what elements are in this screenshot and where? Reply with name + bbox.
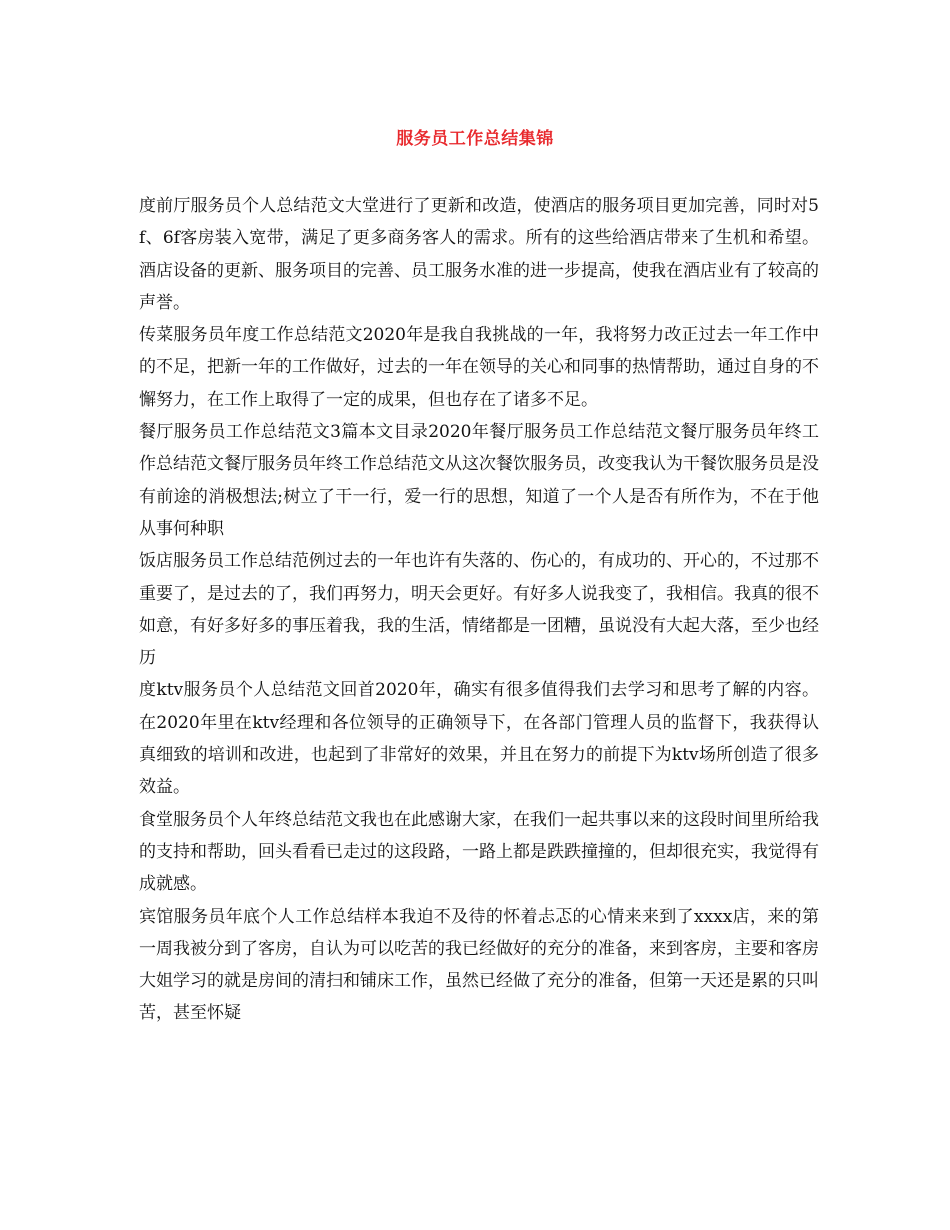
paragraph-hotel-dining: 饭店服务员工作总结范例过去的一年也许有失落的、伤心的，有成功的、开心的，不过那不重要了，是过去的了，我们再努力，明天会更好。有好多人说我变了，我相信。我真的很不如意，有好多好多的事压着我，我的生活，情绪都是一团糟，虽说没有大起大落，至少也经历: [139, 551, 819, 669]
paragraph-canteen: 食堂服务员个人年终总结范文我也在此感谢大家，在我们一起共事以来的这段时间里所给我的支持和帮助，回头看看已走过的这段路，一路上都是跌跌撞撞的，但却很充实，我觉得有成就感。: [139, 809, 819, 895]
paragraph-restaurant: 餐厅服务员工作总结范文3篇本文目录2020年餐厅服务员工作总结范文餐厅服务员年终工作总结范文餐厅服务员年终工作总结范文从这次餐饮服务员，改变我认为干餐饮服务员是没有前途的消极想法;树立了干一行，爱一行的思想，知道了一个人是否有所作为，不在于他从事何种职: [139, 422, 819, 539]
document-title: 服务员工作总结集锦: [396, 129, 554, 149]
document-body: [139, 190, 819, 1030]
paragraph-food-runner: 传菜服务员年度工作总结范文2020年是我自我挑战的一年，我将努力改正过去一年工作中的不足，把新一年的工作做好，过去的一年在领导的关心和同事的热情帮助，通过自身的不懈努力，在工作上取得了一定的成果，但也存在了诸多不足。: [139, 325, 819, 410]
paragraph-guesthouse: 宾馆服务员年底个人工作总结样本我迫不及待的怀着忐忑的心情来来到了xxxx店，来的第一周我被分到了客房，自认为可以吃苦的我已经做好的充分的准备，来到客房，主要和客房大姐学习的就是房间的清扫和铺床工作，虽然已经做了充分的准备，但第一天还是累的只叫苦，甚至怀疑: [139, 906, 819, 1024]
paragraph-front-desk: 度前厅服务员个人总结范文大堂进行了更新和改造，使酒店的服务项目更加完善，同时对5f、6f客房装入宽带，满足了更多商务客人的需求。所有的这些给酒店带来了生机和希望。酒店设备的更新、服务项目的完善、员工服务水准的进一步提高，使我在酒店业有了较高的声誉。: [139, 196, 819, 313]
paragraph-ktv: 度ktv服务员个人总结范文回首2020年，确实有很多值得我们去学习和思考了解的内容。在2020年里在ktv经理和各位领导的正确领导下，在各部门管理人员的监督下，我获得认真细致的培训和改进，也起到了非常好的效果，并且在努力的前提下为ktv场所创造了很多效益。: [139, 680, 819, 798]
